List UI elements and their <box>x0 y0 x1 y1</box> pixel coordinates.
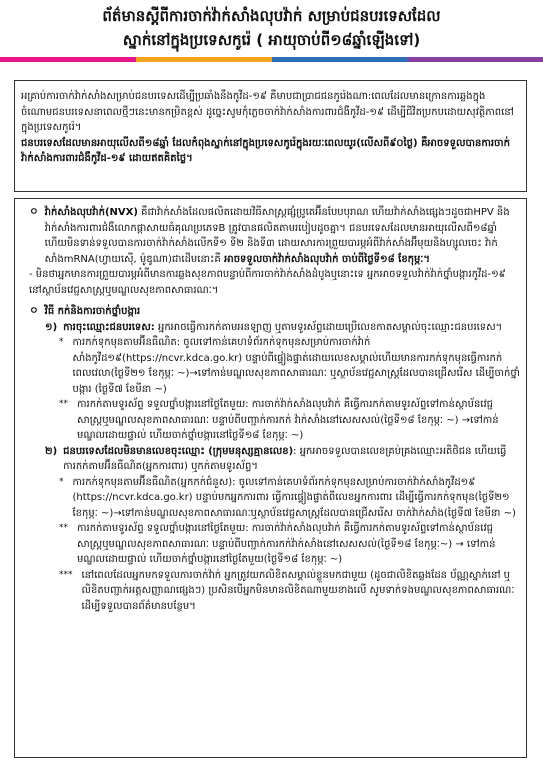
intro-paragraph: អគ្រាប់ការចាក់វ៉ាក់សាំងសម្រាប់ជនបរទេសដើម្បីប្រឆាំងនឹងកូវីដ-១៩ គឺមាបជាប្រាជជនកូរ៉េងណា:ពេលដែលមានក្រោនការឆ្លងក្នុងចំណោមជនបរទេសនាពេលថ្មីៗនេះមានកម្រិតខ្ពស់ ដូច្នេះសូមកុំភ្លេចចាក់វ៉ាក់សាំងការពារជំងឺកូវីដ-១៩ ដើម្បីជីវិតប្រកបដោយសុវត្ថិភាពនៅក្នុងប្រទេសកូរ៉េ។ <box>21 91 514 133</box>
section-vaccine-head: វ៉ាក់សាំងលុបវ៉ាក់(NVX) <box>44 207 138 218</box>
section-vaccine-body: គឺជាវ៉ាក់សាំងដែលផលិតដោយវិធីសាស្ត្រផ្សំប្រូតេអ៊ីនបែបបុរាណ ហើយវ៉ាក់សាំងផ្សេងៗដូចជាHPV និងវ៉ាក់សាំងការពារជំងឺលោកផ្តាសាយធំគុណប្រភេទB ត្រូវបានផលិតតាមរបៀបដូចគ្នា។ ជនបរទេសដែលមានអាយុលើសពី១៨ឆ្នាំ ហើយមិនទាន់ទទួលបានការចាក់វ៉ាក់សាំងលើកទី១ ទី២ និងទី៣ ដោយសារការព្រួយបារម្ភអំពីវ៉ាក់សាំងអ៊ីមុយនិងហ្សូលចេះ វ៉ាក់សាំងmRNA(ហ្វាយស៊ើ, ម៉ូឌូណា)ជាដើមនោះគឺ <box>44 207 510 265</box>
asterisk-icon: ** <box>59 399 68 409</box>
intro-box <box>14 80 527 192</box>
list-item <box>21 568 520 615</box>
unregistered-phone-booking: ការកក់តាមទូរស័ព្ទ ទទួលថ្នាំបង្ការនៅថ្ងៃតែមួយ: ការចាក់វ៉ាក់សាំងលុបវ៉ាក់ គឺធ្វើការកក់តាមទូរស័ព្ទទៅកាន់ស្ថាប័នវេជ្ជសាស្ត្រឬមណ្ឌលសុខភាពសាធារណៈ បន្ទាប់ពីបញ្ជាក់ការកក់វ៉ាក់សាំងនៅសេសសល់(ថ្ងៃទី១៨ ខែកុម្ភៈ~) → ទៅកាន់មណ្ឌលដោយផ្ទាល់ ហើយចាក់ថ្នាំបង្ការនៅថ្ងៃតែមួយ(ថ្ងៃទី១៨ ខែកុម្ភៈ ~) <box>77 523 496 565</box>
section-marker: ㅇ <box>29 207 39 218</box>
details-box <box>14 198 527 758</box>
list-item <box>21 335 520 397</box>
subsection-unregistered-head: ជនបរទេសដែលមិនមានលេខចុះឈ្មោះ (ក្រុមមនុស្សគ្មានលេខ) <box>63 445 294 457</box>
asterisk-icon: * <box>59 337 64 347</box>
list-item <box>21 397 520 444</box>
list-item <box>21 521 520 568</box>
stripe-pink <box>0 57 136 62</box>
subsection-registered-body: អ្នកអាចធ្វើការកក់តាមអនឡាញ ឬតាមទូរស័ព្ទដោយប្រើលេខកាតសម្គាល់ចុះឈ្មោះជនបរទេស។ <box>154 321 503 333</box>
asterisk-icon: * <box>59 476 64 487</box>
unregistered-online-booking: ការកក់ទុកមុនតាមអ៊ីនធឺណិត(អ្នកកក់ជំនួស): ចូលទៅកាន់គេហទំព័រកក់ទុកមុនសម្រាប់ការចាក់វ៉ាក់សាំងកូវីដ១៩ (https://ncvr.kdca.go.kr) បន្ទាប់មកអ្នកការពារ ធ្វើការផ្ទៀងផ្ទាត់ពីលេខអ្នកការពារ ដើម្បីធ្វើការកក់ទុកមុន(ថ្ងៃទី២១ ខែកុម្ភៈ ~)→ទៅកាន់មណ្ឌលសុខភាពសាធារណៈឬស្ថាប័នវេជ្ជសាស្ត្រដែលបានជ្រើសរើស ចាក់វ៉ាក់សាំង(ថ្ងៃទី៧ ខែមីនា ~) <box>72 476 516 519</box>
stripe-purple <box>407 57 543 62</box>
subsection-registered <box>21 320 520 336</box>
section-vaccine-note: - មិនថាអ្នកមានការព្រួយបារម្ភអំពីមានការឆ្លងសុខភាពបន្ទាប់ពីការចាក់វ៉ាក់សាំងដំបូងឬនោះទេ អ្នកអាចទទួលវ៉ាក់វ៉ាក់ថ្នាំបង្ការកូវីដ-១៩ នៅស្ថាប័នវេជ្ជសាស្ត្រឬមណ្ឌលសុខភាពសាធារណៈ។ <box>29 269 506 296</box>
stripe-orange <box>136 57 272 62</box>
section-vaccine <box>21 205 520 267</box>
subsection-number: ១) <box>45 321 58 333</box>
subsection-registered-head: ការចុះឈ្មោះជនបរទេស: <box>63 321 155 333</box>
title-line-2: ស្នាក់នៅក្នុងប្រទេសកូរ៉េ ( អាយុចាប់ពី១៨ឆ្នាំឡើងទៅ) <box>122 31 421 49</box>
section-vaccine-highlight: អាចទទួលចាក់វ៉ាក់សាំងលុបវ៉ាក់ ចាប់ពីថ្ងៃទី១៨ ខែកុម្ភៈ។ <box>220 253 430 265</box>
page-title <box>0 4 543 52</box>
section-booking <box>21 304 520 320</box>
section-booking-head: វិធី កក់និងការចាក់ថ្នាំបង្ការ <box>44 306 141 317</box>
title-line-1: ព័ត៌មានស្តីពីការចាក់វ៉ាក់សាំងលុបវ៉ាក់ សម្រាប់ជនបរទេសដែល <box>102 7 441 25</box>
registered-phone-booking: ការកក់តាមទូរស័ព្ទ ទទួលថ្នាំបង្ការនៅថ្ងៃតែមួយ: ការចាក់វ៉ាក់សាំងលុបវ៉ាក់ គឺធ្វើការកក់តាមទូរស័ព្ទទៅកាន់ស្ថាប័នវេជ្ជសាស្ត្រឬមណ្ឌលសុខភាពសាធារណៈ បន្ទាប់ពីបញ្ជាក់ការកក់ វ៉ាក់សាំងនៅសេសសល់(ថ្ងៃទី១៨ ខែកុម្ភៈ ~) →ទៅកាន់មណ្ឌលដោយផ្ទាល់ ហើយចាក់ថ្នាំបង្ការនៅថ្ងៃទី១៨ ខែកុម្ភៈ ~) <box>77 399 499 441</box>
color-stripe <box>0 57 543 62</box>
intro-eligibility: ជនបរទេសដែលមានអាយុលើសពី១៨ឆ្នាំ ដែលកំពុងស្នាក់នៅក្នុងប្រទេសកូរ៉េក្នុងរយៈពេលយូរ(លើសពី៩០ថ្ងៃ) គឺអាចទទួលបានការចាក់វ៉ាក់សាំងការពារជំងឺកូវីដ-១៩ ដោយឥតគិតថ្លៃ។ <box>21 137 510 164</box>
stripe-blue <box>272 57 408 62</box>
registered-online-booking: ការកក់ទុកមុនតាមអ៊ីនធឺណិត: ចូលទៅកាន់គេហទំព័រកក់ទុកមុនសម្រាប់ការចាក់វ៉ាក់សាំងកូវីដ១៩(https://ncvr.kdca.go.kr) បន្ទាប់ពីផ្ទៀងផ្ទាត់ដោយលេខសម្គាល់ហើយមានការកក់ទុកមុនធ្វើការកក់ពេលវេលា(ថ្ងៃទី២១ ខែកុម្ភៈ ~)→ទៅកាន់មណ្ឌលសុខភាពសាធារណៈ ឬស្ថាប័នវេជ្ជសាស្ត្រដែលបានជ្រើសរើស ដើម្បីចាក់ថ្នាំបង្ការ (ថ្ងៃទី៧ ខែមីនា ~) <box>72 337 520 395</box>
subsection-unregistered-body: : អ្នកអាចទទួលបានលេខគ្រប់គ្រងឈ្មោះអតិថិជន ហើយធ្វើការកក់តាមអ៊ីនធឺណិត(អ្នកការពារ) ឬកក់តាមទូរស័ព្ទ។ <box>63 445 507 472</box>
list-item <box>21 475 520 522</box>
subsection-unregistered <box>21 444 520 475</box>
asterisk-icon: *** <box>59 569 73 580</box>
subsection-number: ២) <box>45 445 58 457</box>
section-marker: ㅇ <box>29 306 39 317</box>
asterisk-icon: ** <box>59 523 68 533</box>
unregistered-id-note: នៅពេលដែលអ្នកមកទទួលការចាក់វ៉ាក់ អ្នកត្រូវយកលិខិតសម្គាល់ខ្លួនមកជាមួយ (ដូចជាលិខិតឆ្លងដែន ប័ណ្ណស្នាក់នៅ ឬលិខិតបញ្ជាក់អត្តសញ្ញាណផ្សេងៗ) ប្រសិនបើអ្នកមិនមានលិខិតណាមួយខាងលើ សូមទាក់ទងមណ្ឌលសុខភាពសាធារណៈ ដើម្បីទទួលបានព័ត៌មានបន្ថែម។ <box>81 569 515 612</box>
